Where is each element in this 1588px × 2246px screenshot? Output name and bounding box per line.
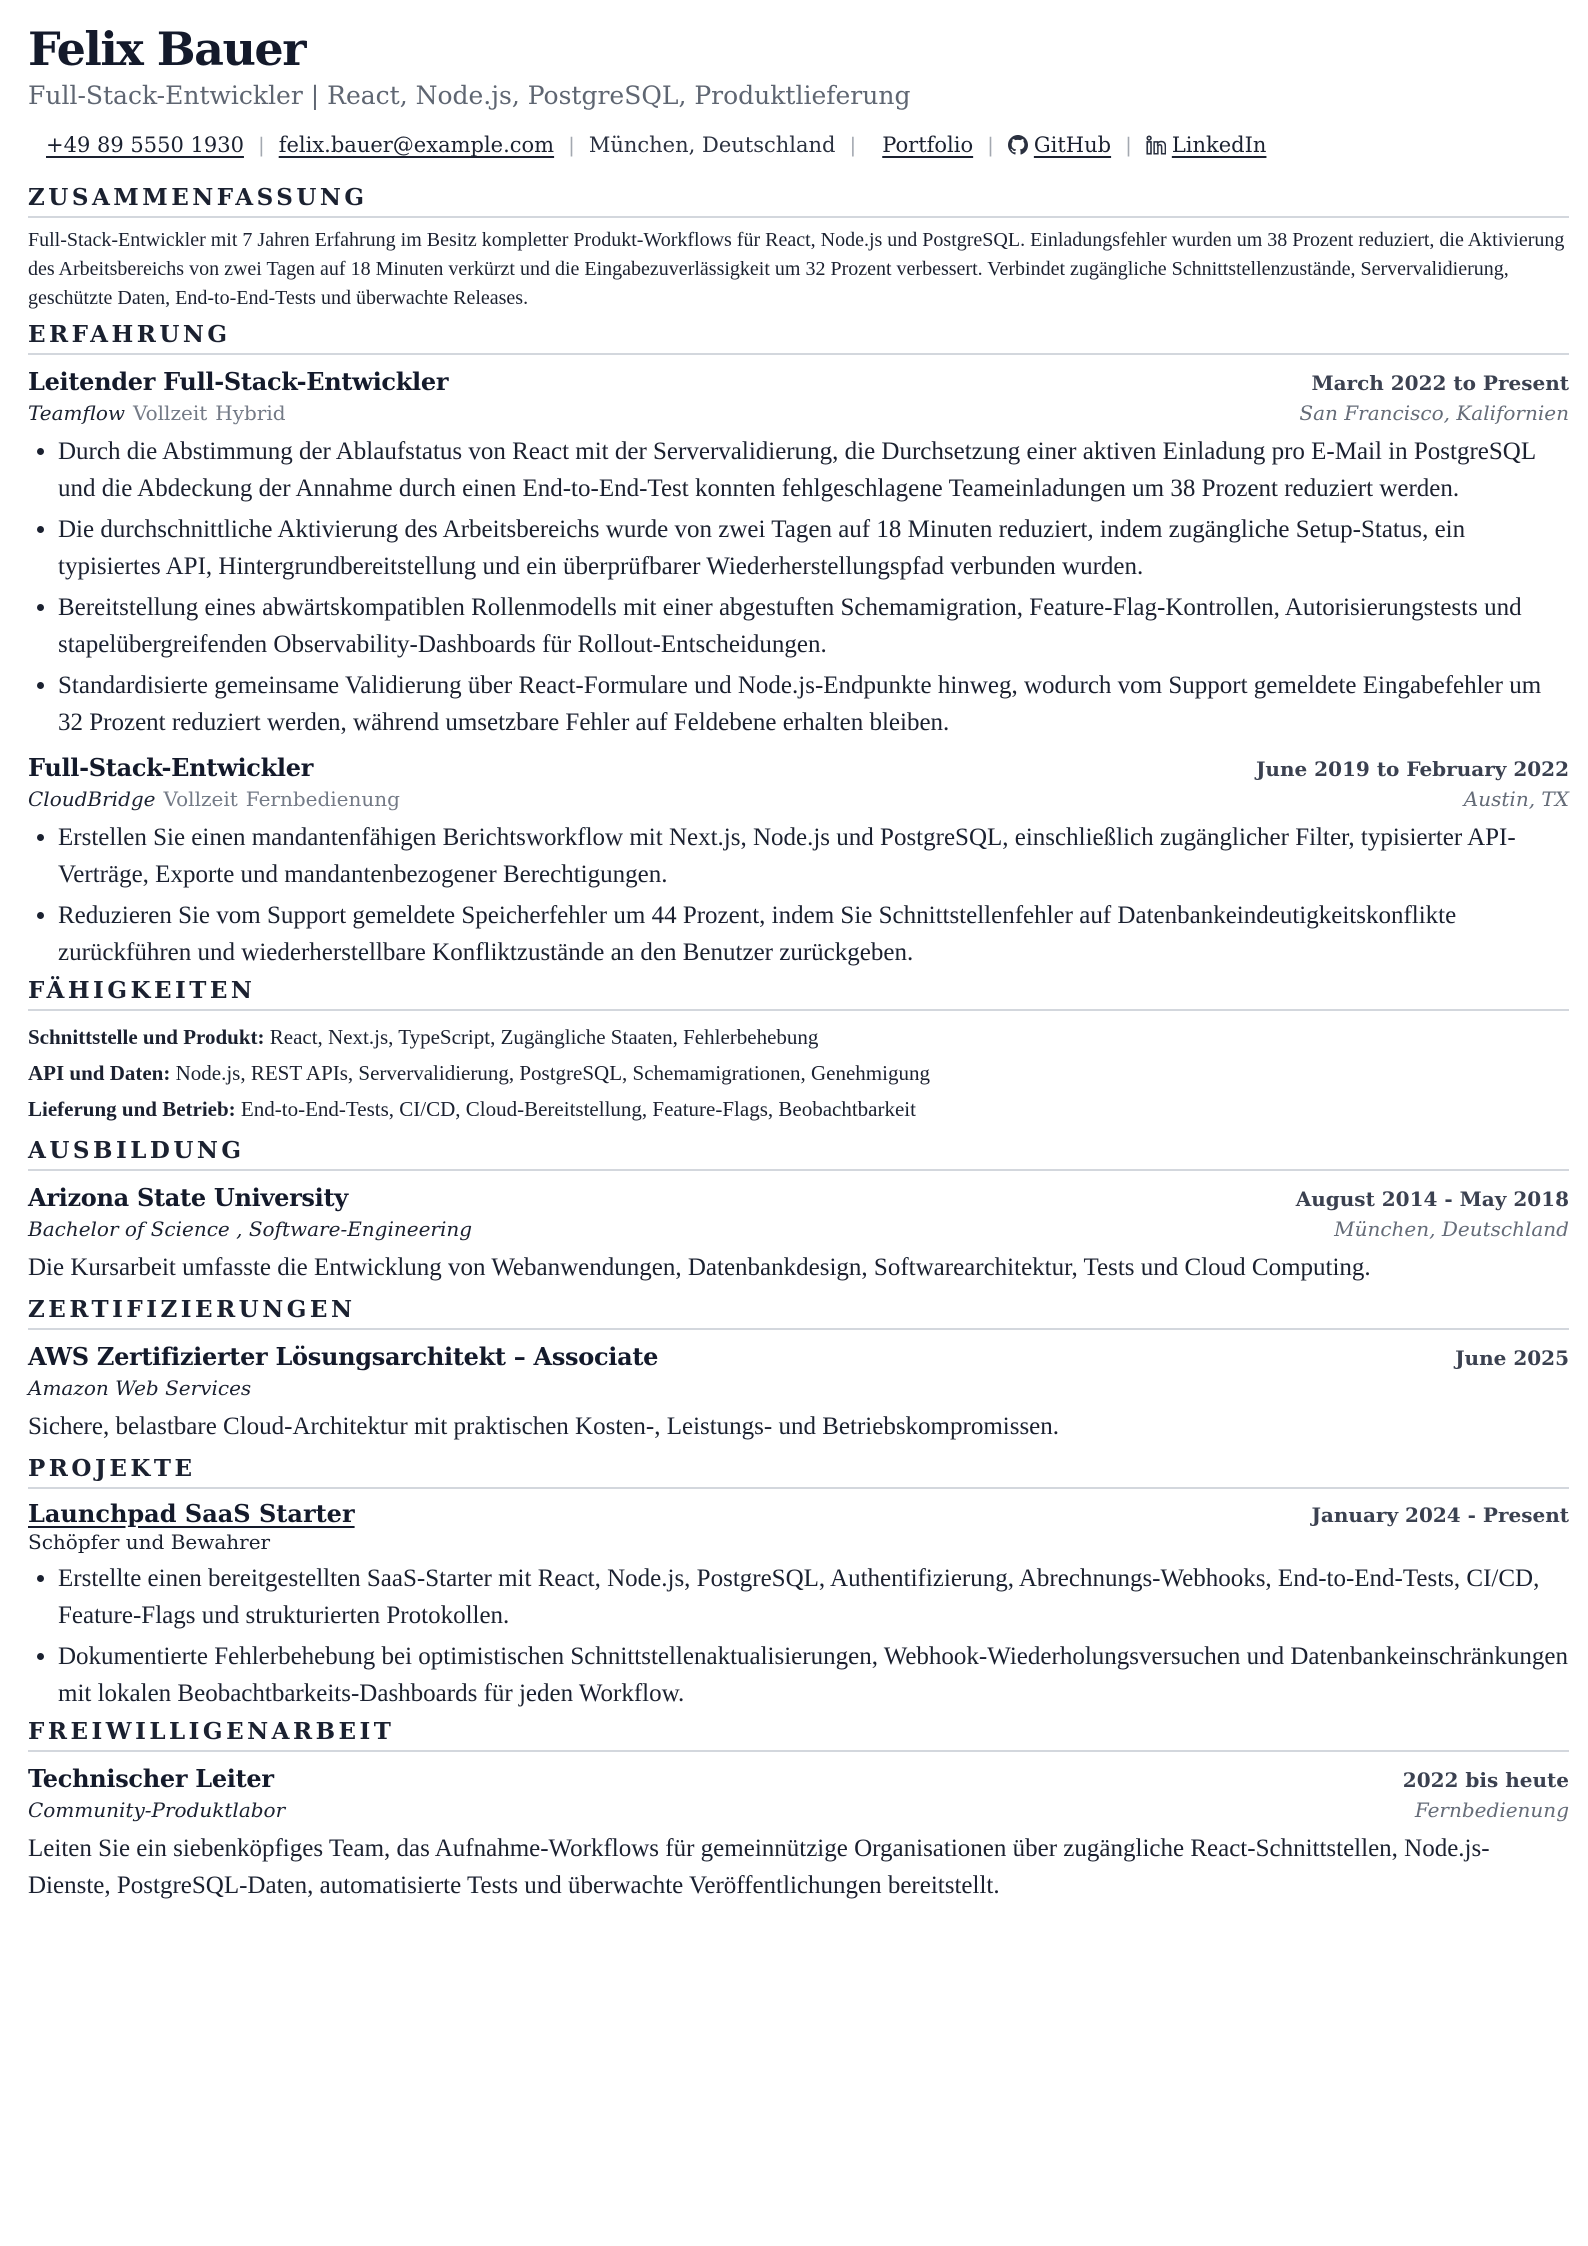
employment-type: Vollzeit	[163, 787, 238, 811]
portfolio-link[interactable]: Portfolio	[882, 133, 974, 157]
project-link[interactable]: Launchpad SaaS Starter	[28, 1499, 355, 1528]
job-date: March 2022 to Present	[1311, 371, 1569, 395]
list-item: • Dokumentierte Fehlerbehebung bei optimistischen Schnittstellenaktualisierungen, Webhook-Wiederholungsversuchen und Datenbankeinschränkungen mit lokalen Beobachtbarkeits-Dashboards für jeden Workflow.	[58, 1638, 1569, 1712]
divider: |	[568, 133, 575, 157]
company-name: Teamflow	[28, 401, 126, 425]
skill-group-items: Node.js, REST APIs, Servervalidierung, PostgreSQL, Schemamigrationen, Genehmigung	[175, 1061, 930, 1085]
skill-group	[28, 1055, 1569, 1091]
project-entry	[28, 1499, 1569, 1712]
certification-description: Sichere, belastbare Cloud-Architektur mit praktischen Kosten-, Leistungs- und Betriebskompromissen.	[28, 1413, 1060, 1440]
job-location: San Francisco, Kalifornien	[1299, 401, 1569, 425]
school-name: Arizona State University	[28, 1183, 348, 1212]
work-mode: Hybrid	[215, 401, 286, 425]
job-bullets	[28, 819, 1569, 971]
divider: |	[987, 133, 994, 157]
divider: |	[1125, 133, 1132, 157]
job-location: Austin, TX	[1463, 787, 1569, 811]
section-title: AUSBILDUNG	[28, 1135, 1569, 1171]
section-title: ZERTIFIZIERUNGEN	[28, 1294, 1569, 1330]
skills-list	[28, 1019, 1569, 1127]
skill-group	[28, 1019, 1569, 1055]
skill-group-label: Schnittstelle und Produkt:	[28, 1025, 265, 1049]
section-title: ZUSAMMENFASSUNG	[28, 182, 1569, 218]
education-date: August 2014 - May 2018	[1295, 1187, 1569, 1211]
job-date: June 2019 to February 2022	[1255, 757, 1569, 781]
divider: |	[257, 133, 265, 157]
volunteer-date: 2022 bis heute	[1402, 1768, 1569, 1792]
volunteer-location: Fernbedienung	[1414, 1798, 1569, 1822]
summary-section	[28, 182, 1569, 313]
list-item: • Erstellen Sie einen mandantenfähigen Berichtsworkflow mit Next.js, Node.js und PostgreSQL, einschließlich zugänglicher Filter, typisierter API-Verträge, Exporte und mandantenbezogener Berechtigungen.	[58, 819, 1569, 893]
certification-name: AWS Zertifizierter Lösungsarchitekt – Associate	[28, 1342, 659, 1371]
education-section	[28, 1135, 1569, 1286]
project-bullets	[28, 1560, 1569, 1712]
job-entry	[28, 751, 1569, 971]
work-mode: Fernbedienung	[245, 787, 400, 811]
employment-type: Vollzeit	[133, 401, 208, 425]
candidate-name: Felix Bauer	[28, 22, 305, 76]
linkedin-icon	[1146, 135, 1166, 155]
list-item: • Reduzieren Sie vom Support gemeldete Speicherfehler um 44 Prozent, indem Sie Schnittstellenfehler auf Datenbankeindeutigkeitskonflikte zurückführen und wiederherstellbare Konfliktzustände an den Benutzer zurückgeben.	[58, 897, 1569, 971]
github-icon	[1008, 135, 1028, 155]
volunteer-entry	[28, 1762, 1569, 1904]
skill-group-items: End-to-End-Tests, CI/CD, Cloud-Bereitstellung, Feature-Flags, Beobachtbarkeit	[240, 1097, 916, 1121]
phone-link[interactable]: +49 89 5550 1930	[46, 133, 244, 157]
list-item: • Erstellte einen bereitgestellten SaaS-Starter mit React, Node.js, PostgreSQL, Authentifizierung, Abrechnungs-Webhooks, End-to-End-Tests, CI/CD, Feature-Flags und strukturierten Protokollen.	[58, 1560, 1569, 1634]
location-text: München, Deutschland	[588, 133, 836, 157]
list-item: • Bereitstellung eines abwärtskompatiblen Rollenmodells mit einer abgestuften Schemamigration, Feature-Flag-Kontrollen, Autorisierungstests und stapelübergreifenden Observability-Dashboards für Rollout-Entscheidungen.	[58, 589, 1569, 663]
skills-section	[28, 975, 1569, 1127]
job-role: Full-Stack-Entwickler	[28, 753, 314, 782]
job-entry	[28, 365, 1569, 741]
company-name: CloudBridge	[28, 787, 156, 811]
volunteer-role: Technischer Leiter	[28, 1764, 274, 1793]
projects-section	[28, 1453, 1569, 1712]
education-location: München, Deutschland	[1334, 1217, 1569, 1241]
experience-section	[28, 319, 1569, 971]
linkedin-link[interactable]: LinkedIn	[1171, 133, 1267, 157]
section-title: FREIWILLIGENARBEIT	[28, 1716, 1569, 1752]
github-link[interactable]: GitHub	[1033, 133, 1112, 157]
certification-entry	[28, 1340, 1569, 1445]
project-role: Schöpfer und Bewahrer	[28, 1530, 271, 1554]
job-bullets	[28, 433, 1569, 741]
education-entry	[28, 1181, 1569, 1286]
certifications-section	[28, 1294, 1569, 1445]
summary-text: Full-Stack-Entwickler mit 7 Jahren Erfahrung im Besitz kompletter Produkt-Workflows für React, Node.js und PostgreSQL. Einladungsfehler wurden um 38 Prozent reduziert, die Aktivierung des Arbeitsbereichs von zwei Tagen auf 18 Minuten verkürzt und die Eingabezuverlässigkeit um 32 Prozent verbessert. Verbindet zugängliche Schnittstellenzustände, Servervalidierung, geschützte Daten, End-to-End-Tests und überwachte Releases.	[28, 229, 1565, 309]
volunteer-description: Leiten Sie ein siebenköpfiges Team, das Aufnahme-Workflows für gemeinnützige Organisationen über zugängliche React-Schnittstellen, Node.js-Dienste, PostgreSQL-Daten, automatisierte Tests und überwachte Veröffentlichungen bereitstellt.	[28, 1835, 1490, 1899]
job-role: Leitender Full-Stack-Entwickler	[28, 367, 449, 396]
degree: Bachelor of Science , Software-Engineering	[28, 1217, 473, 1241]
project-date: January 2024 - Present	[1311, 1503, 1569, 1527]
email-link[interactable]: felix.bauer@example.com	[278, 133, 555, 157]
volunteer-section	[28, 1716, 1569, 1904]
certification-issuer: Amazon Web Services	[28, 1376, 252, 1400]
divider: |	[849, 133, 857, 157]
list-item: • Die durchschnittliche Aktivierung des Arbeitsbereichs wurde von zwei Tagen auf 18 Minuten reduziert, indem zugängliche Setup-Status, ein typisiertes API, Hintergrundbereitstellung und ein überprüfbarer Wiederherstellungspfad verbunden wurden.	[58, 511, 1569, 585]
list-item: • Durch die Abstimmung der Ablaufstatus von React mit der Servervalidierung, die Durchsetzung einer aktiven Einladung pro E-Mail in PostgreSQL und die Abdeckung der Annahme durch einen End-to-End-Test konnten fehlgeschlagene Teameinladungen um 38 Prozent reduziert werden.	[58, 433, 1569, 507]
skill-group-items: React, Next.js, TypeScript, Zugängliche Staaten, Fehlerbehebung	[269, 1025, 819, 1049]
skill-group	[28, 1091, 1569, 1127]
skill-group-label: API und Daten:	[28, 1061, 171, 1085]
contact-bar	[28, 130, 1588, 160]
section-title: ERFAHRUNG	[28, 319, 1569, 355]
education-description: Die Kursarbeit umfasste die Entwicklung von Webanwendungen, Datenbankdesign, Softwarearchitektur, Tests und Cloud Computing.	[28, 1254, 1371, 1281]
certification-date: June 2025	[1455, 1346, 1569, 1370]
tagline: Full-Stack-Entwickler | React, Node.js, PostgreSQL, Produktlieferung	[28, 81, 911, 110]
skill-group-label: Lieferung und Betrieb:	[28, 1097, 236, 1121]
list-item: • Standardisierte gemeinsame Validierung über React-Formulare und Node.js-Endpunkte hinweg, wodurch vom Support gemeldete Eingabefehler um 32 Prozent reduziert werden, während umsetzbare Fehler auf Feldebene erhalten bleiben.	[58, 667, 1569, 741]
section-title: PROJEKTE	[28, 1453, 1569, 1489]
section-title: FÄHIGKEITEN	[28, 975, 1569, 1011]
volunteer-org: Community-Produktlabor	[28, 1798, 286, 1822]
